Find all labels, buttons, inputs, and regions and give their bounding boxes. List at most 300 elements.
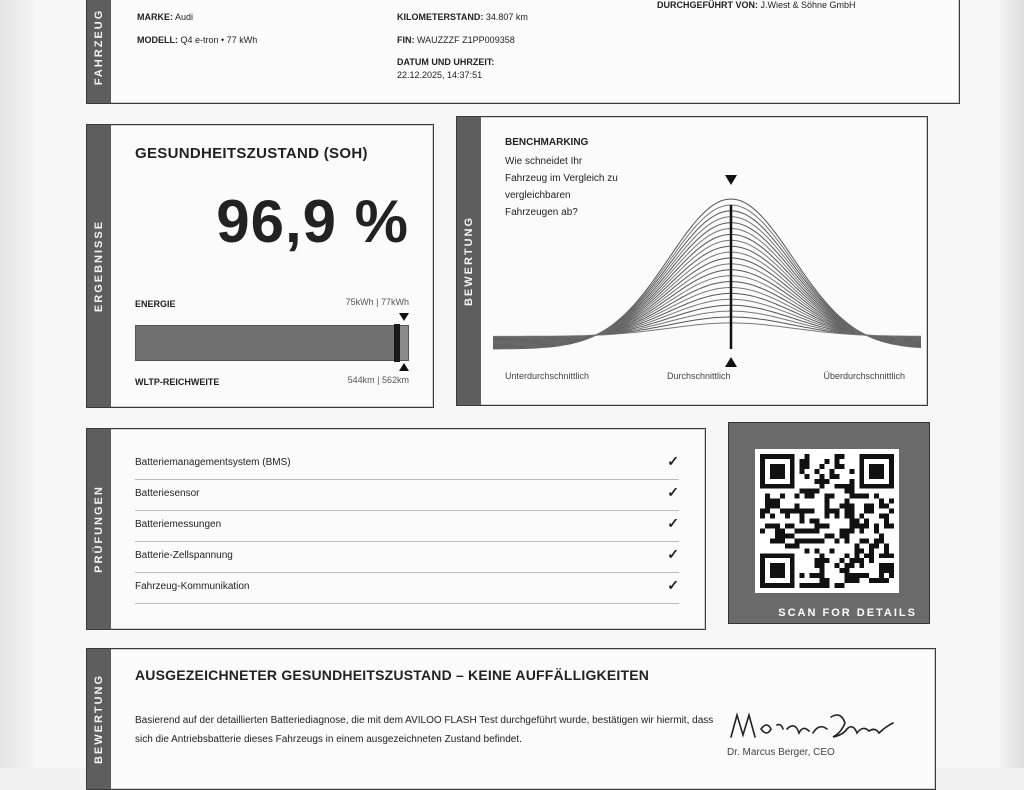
qr-module bbox=[849, 514, 854, 519]
qr-module bbox=[815, 528, 820, 533]
qr-module bbox=[844, 484, 849, 489]
check-label: Batteriesensor bbox=[135, 488, 200, 499]
benchmark-desc-line: Fahrzeugen ab? bbox=[505, 207, 578, 218]
qr-module bbox=[795, 528, 800, 533]
qr-module bbox=[869, 509, 874, 514]
conclusion-section bbox=[86, 648, 936, 790]
qr-module bbox=[815, 519, 820, 524]
qr-module bbox=[879, 563, 884, 568]
qr-module bbox=[884, 523, 889, 528]
qr-module bbox=[844, 528, 849, 533]
qr-module bbox=[810, 509, 815, 514]
qr-module bbox=[869, 543, 874, 548]
qr-module bbox=[859, 538, 864, 543]
check-row bbox=[135, 542, 679, 573]
qr-module bbox=[815, 573, 820, 578]
qr-module bbox=[825, 459, 830, 464]
qr-module bbox=[844, 504, 849, 509]
qr-module bbox=[869, 558, 874, 563]
qr-module bbox=[805, 583, 810, 588]
qr-module bbox=[849, 509, 854, 514]
qr-module bbox=[805, 474, 810, 479]
qr-module bbox=[834, 454, 839, 459]
results-tab-label: ERGEBNISSE bbox=[93, 219, 105, 313]
vehicle-col-3 bbox=[657, 0, 917, 13]
qr-module bbox=[869, 578, 874, 583]
fin-value: WAUZZZF Z1PP009358 bbox=[417, 35, 515, 45]
qr-module bbox=[825, 578, 830, 583]
bell-curve-line bbox=[493, 235, 921, 346]
qr-module bbox=[780, 494, 785, 499]
qr-module bbox=[820, 484, 825, 489]
axis-label-above: Überdurchschnittlich bbox=[823, 371, 905, 381]
qr-module bbox=[884, 563, 889, 568]
benchmark-desc-line: Wie schneidet Ihr bbox=[505, 156, 583, 167]
qr-module bbox=[834, 583, 839, 588]
bell-curve-lines bbox=[493, 199, 921, 349]
qr-finder-module bbox=[770, 464, 785, 479]
qr-module bbox=[795, 538, 800, 543]
qr-module bbox=[854, 519, 859, 524]
qr-module bbox=[825, 583, 830, 588]
qr-module bbox=[884, 568, 889, 573]
qr-module bbox=[810, 573, 815, 578]
qr-module bbox=[790, 523, 795, 528]
reichweite-value: 544km | 562km bbox=[347, 375, 409, 385]
qr-module bbox=[849, 484, 854, 489]
qr-module bbox=[879, 538, 884, 543]
check-label: Batteriemessungen bbox=[135, 519, 222, 530]
qr-module bbox=[820, 568, 825, 573]
qr-module bbox=[785, 523, 790, 528]
qr-module bbox=[780, 538, 785, 543]
qr-module bbox=[864, 523, 869, 528]
qr-code-icon[interactable] bbox=[755, 449, 899, 593]
checks-tab-label: PRÜFUNGEN bbox=[93, 485, 105, 573]
qr-module bbox=[849, 469, 854, 474]
qr-module bbox=[805, 454, 810, 459]
modell-value: Q4 e-tron • 77 kWh bbox=[180, 35, 258, 45]
qr-module bbox=[765, 509, 770, 514]
qr-module bbox=[815, 548, 820, 553]
conclusion-text: Basierend auf der detaillierten Batteriediagnose, die mit dem AVILOO FLASH Test durchgeführt wurde, bestätigen wir hiermit, dass sich die Antriebsbatterie dieses Fahrzeugs in einem ausgezeichneten Zustand befindet. bbox=[135, 715, 714, 745]
qr-module bbox=[849, 563, 854, 568]
bell-curve-line bbox=[493, 240, 921, 344]
bell-curve-graphic bbox=[493, 157, 923, 367]
qr-module bbox=[834, 509, 839, 514]
qr-module bbox=[785, 514, 790, 519]
qr-module bbox=[854, 573, 859, 578]
benchmark-tab bbox=[457, 117, 481, 405]
qr-module bbox=[884, 519, 889, 524]
qr-module bbox=[839, 533, 844, 538]
qr-module bbox=[834, 464, 839, 469]
qr-module bbox=[849, 479, 854, 484]
qr-module bbox=[844, 578, 849, 583]
qr-module bbox=[849, 573, 854, 578]
qr-module bbox=[800, 464, 805, 469]
qr-module bbox=[844, 533, 849, 538]
check-row bbox=[135, 573, 679, 604]
qr-module bbox=[874, 528, 879, 533]
qr-module bbox=[810, 494, 815, 499]
qr-module bbox=[765, 504, 770, 509]
qr-module bbox=[879, 514, 884, 519]
qr-module bbox=[770, 538, 775, 543]
vehicle-col-1 bbox=[137, 6, 257, 52]
qr-module bbox=[834, 538, 839, 543]
qr-module bbox=[825, 533, 830, 538]
qr-module bbox=[810, 489, 815, 494]
qr-module bbox=[889, 568, 894, 573]
qr-module bbox=[864, 494, 869, 499]
qr-module bbox=[869, 548, 874, 553]
km-label: KILOMETERSTAND: bbox=[397, 12, 484, 22]
check-icon: ✓ bbox=[667, 484, 679, 500]
qr-module bbox=[844, 563, 849, 568]
qr-module bbox=[884, 543, 889, 548]
average-top-marker-icon bbox=[725, 175, 737, 185]
qr-module bbox=[810, 538, 815, 543]
durchgefuehrt-value: J.Wiest & Söhne GmbH bbox=[760, 0, 856, 10]
qr-module bbox=[805, 528, 810, 533]
qr-module bbox=[879, 533, 884, 538]
qr-module bbox=[760, 509, 765, 514]
qr-module bbox=[825, 479, 830, 484]
qr-module bbox=[775, 523, 780, 528]
qr-module bbox=[849, 494, 854, 499]
check-row bbox=[135, 511, 679, 542]
qr-module bbox=[820, 464, 825, 469]
qr-module bbox=[859, 528, 864, 533]
qr-module bbox=[839, 528, 844, 533]
qr-module bbox=[854, 494, 859, 499]
qr-module bbox=[815, 523, 820, 528]
qr-module bbox=[795, 494, 800, 499]
qr-module bbox=[800, 573, 805, 578]
qr-module bbox=[760, 514, 765, 519]
qr-module bbox=[849, 504, 854, 509]
qr-module bbox=[859, 523, 864, 528]
qr-module bbox=[820, 558, 825, 563]
qr-module bbox=[844, 568, 849, 573]
marke-label: MARKE: bbox=[137, 12, 173, 22]
datum-label: DATUM UND UHRZEIT: bbox=[397, 57, 495, 67]
qr-module bbox=[879, 553, 884, 558]
qr-module bbox=[800, 583, 805, 588]
qr-module bbox=[800, 469, 805, 474]
page-shadow-right bbox=[1000, 0, 1024, 768]
qr-module bbox=[815, 479, 820, 484]
certificate-page bbox=[34, 0, 1000, 768]
average-bottom-marker-icon bbox=[725, 357, 737, 367]
qr-module bbox=[829, 548, 834, 553]
qr-module bbox=[834, 474, 839, 479]
qr-module bbox=[864, 573, 869, 578]
qr-module bbox=[869, 553, 874, 558]
qr-module bbox=[820, 479, 825, 484]
results-tab bbox=[87, 125, 111, 407]
qr-module bbox=[815, 469, 820, 474]
qr-module bbox=[795, 509, 800, 514]
qr-module bbox=[815, 583, 820, 588]
qr-module bbox=[825, 494, 830, 499]
qr-module bbox=[884, 504, 889, 509]
qr-module bbox=[844, 499, 849, 504]
qr-module bbox=[825, 509, 830, 514]
qr-module bbox=[849, 489, 854, 494]
benchmark-desc-line: vergleichbaren bbox=[505, 190, 571, 201]
qr-module bbox=[849, 578, 854, 583]
qr-module bbox=[849, 528, 854, 533]
conclusion-tab-label: BEWERTUNG bbox=[93, 673, 105, 765]
qr-module bbox=[879, 568, 884, 573]
qr-module bbox=[820, 573, 825, 578]
qr-module bbox=[820, 553, 825, 558]
qr-module bbox=[790, 533, 795, 538]
qr-module bbox=[859, 563, 864, 568]
qr-module bbox=[864, 504, 869, 509]
qr-module bbox=[825, 499, 830, 504]
qr-module bbox=[770, 523, 775, 528]
qr-module bbox=[770, 514, 775, 519]
qr-module bbox=[844, 514, 849, 519]
soh-value: 96,9 % bbox=[216, 188, 409, 255]
qr-module bbox=[800, 538, 805, 543]
check-icon: ✓ bbox=[667, 577, 679, 593]
signature-name: Dr. Marcus Berger, CEO bbox=[727, 747, 835, 758]
qr-module bbox=[805, 548, 810, 553]
soh-bar bbox=[135, 325, 409, 361]
qr-module bbox=[889, 573, 894, 578]
qr-module bbox=[765, 499, 770, 504]
qr-module bbox=[864, 519, 869, 524]
qr-module bbox=[810, 519, 815, 524]
qr-module bbox=[874, 523, 879, 528]
qr-module bbox=[829, 533, 834, 538]
soh-bar-fill bbox=[136, 326, 400, 360]
qr-module bbox=[765, 494, 770, 499]
vehicle-tab bbox=[87, 0, 111, 103]
qr-module bbox=[889, 509, 894, 514]
qr-module bbox=[805, 489, 810, 494]
qr-module bbox=[775, 538, 780, 543]
qr-module bbox=[854, 523, 859, 528]
qr-module bbox=[780, 533, 785, 538]
qr-finder-module bbox=[770, 563, 785, 578]
energie-label: ENERGIE bbox=[135, 299, 176, 309]
qr-module bbox=[844, 538, 849, 543]
conclusion-title: AUSGEZEICHNETER GESUNDHEITSZUSTAND – KEINE AUFFÄLLIGKEITEN bbox=[135, 667, 650, 683]
check-icon: ✓ bbox=[667, 546, 679, 562]
qr-module bbox=[874, 538, 879, 543]
qr-module bbox=[825, 504, 830, 509]
qr-finder-module bbox=[869, 464, 884, 479]
axis-label-below: Unterdurchschnittlich bbox=[505, 371, 590, 381]
qr-module bbox=[800, 519, 805, 524]
qr-module bbox=[874, 578, 879, 583]
qr-module bbox=[834, 514, 839, 519]
energie-value: 75kWh | 77kWh bbox=[345, 297, 409, 307]
qr-module bbox=[770, 499, 775, 504]
qr-module bbox=[859, 494, 864, 499]
qr-module bbox=[839, 558, 844, 563]
qr-module bbox=[864, 509, 869, 514]
qr-module bbox=[820, 538, 825, 543]
bar-bottom-marker-icon bbox=[399, 363, 409, 371]
qr-module bbox=[785, 533, 790, 538]
qr-module bbox=[884, 514, 889, 519]
qr-module bbox=[889, 563, 894, 568]
qr-module bbox=[874, 543, 879, 548]
qr-module bbox=[790, 509, 795, 514]
qr-module bbox=[844, 553, 849, 558]
qr-module bbox=[780, 528, 785, 533]
qr-module bbox=[839, 484, 844, 489]
bell-curve-line bbox=[493, 317, 921, 337]
qr-module bbox=[775, 528, 780, 533]
qr-module bbox=[879, 504, 884, 509]
qr-panel[interactable] bbox=[728, 422, 930, 624]
qr-module bbox=[854, 553, 859, 558]
qr-module bbox=[805, 538, 810, 543]
qr-module bbox=[859, 548, 864, 553]
qr-module bbox=[785, 543, 790, 548]
modell-label: MODELL: bbox=[137, 35, 178, 45]
qr-module bbox=[864, 553, 869, 558]
qr-module bbox=[879, 573, 884, 578]
qr-module bbox=[879, 578, 884, 583]
qr-module bbox=[864, 538, 869, 543]
signature-image bbox=[727, 707, 907, 747]
qr-module bbox=[800, 509, 805, 514]
benchmark-desc-line: Fahrzeug im Vergleich zu bbox=[505, 173, 618, 184]
qr-module bbox=[874, 494, 879, 499]
reichweite-label: WLTP-REICHWEITE bbox=[135, 377, 220, 387]
qr-module bbox=[805, 459, 810, 464]
datum-value: 22.12.2025, 14:37:51 bbox=[397, 70, 483, 80]
benchmark-tab-label: BEWERTUNG bbox=[463, 215, 475, 307]
qr-module bbox=[854, 558, 859, 563]
qr-module bbox=[844, 489, 849, 494]
qr-module bbox=[879, 499, 884, 504]
qr-module bbox=[849, 558, 854, 563]
qr-module bbox=[820, 563, 825, 568]
qr-module bbox=[844, 573, 849, 578]
qr-module bbox=[839, 583, 844, 588]
qr-module bbox=[795, 543, 800, 548]
check-label: Batterie-Zellspannung bbox=[135, 550, 233, 561]
qr-module bbox=[825, 558, 830, 563]
soh-bar-marker bbox=[394, 324, 400, 362]
benchmark-section bbox=[456, 116, 928, 406]
qr-module bbox=[780, 509, 785, 514]
qr-module bbox=[859, 514, 864, 519]
qr-module bbox=[760, 528, 765, 533]
check-row bbox=[135, 449, 679, 480]
bar-top-marker-icon bbox=[399, 313, 409, 321]
qr-module bbox=[820, 523, 825, 528]
qr-module bbox=[775, 533, 780, 538]
qr-module bbox=[889, 553, 894, 558]
km-value: 34.807 km bbox=[485, 12, 528, 22]
qr-module bbox=[829, 474, 834, 479]
axis-label-average: Durchschnittlich bbox=[667, 371, 731, 381]
qr-module bbox=[889, 523, 894, 528]
qr-module bbox=[800, 489, 805, 494]
qr-module bbox=[805, 509, 810, 514]
check-label: Batteriemanagementsystem (BMS) bbox=[135, 457, 291, 468]
qr-module bbox=[829, 494, 834, 499]
qr-module bbox=[810, 528, 815, 533]
check-label: Fahrzeug-Kommunikation bbox=[135, 581, 250, 592]
qr-module bbox=[825, 514, 830, 519]
qr-module bbox=[854, 543, 859, 548]
qr-module bbox=[859, 573, 864, 578]
fin-label: FIN: bbox=[397, 35, 415, 45]
soh-title: GESUNDHEITSZUSTAND (SOH) bbox=[135, 145, 368, 162]
qr-module bbox=[834, 484, 839, 489]
qr-module bbox=[834, 563, 839, 568]
qr-module bbox=[839, 454, 844, 459]
qr-module bbox=[829, 509, 834, 514]
check-icon: ✓ bbox=[667, 453, 679, 469]
durchgefuehrt-label: DURCHGEFÜHRT VON: bbox=[657, 0, 758, 10]
qr-module bbox=[859, 558, 864, 563]
qr-module bbox=[834, 459, 839, 464]
qr-module bbox=[844, 509, 849, 514]
checks-section bbox=[86, 428, 706, 630]
qr-module bbox=[825, 523, 830, 528]
qr-module bbox=[800, 528, 805, 533]
qr-module bbox=[884, 548, 889, 553]
qr-module bbox=[820, 583, 825, 588]
qr-module bbox=[765, 523, 770, 528]
qr-module bbox=[829, 469, 834, 474]
qr-module bbox=[849, 523, 854, 528]
vehicle-tab-label: FAHRZEUG bbox=[93, 8, 105, 86]
qr-module bbox=[815, 538, 820, 543]
qr-module bbox=[839, 568, 844, 573]
bell-curve-line bbox=[493, 223, 921, 347]
results-section bbox=[86, 124, 434, 408]
check-row bbox=[135, 480, 679, 511]
qr-module bbox=[854, 548, 859, 553]
qr-module bbox=[800, 514, 805, 519]
marke-value: Audi bbox=[175, 12, 194, 22]
qr-module bbox=[849, 519, 854, 524]
qr-module bbox=[884, 553, 889, 558]
conclusion-tab bbox=[87, 649, 111, 789]
qr-module bbox=[820, 578, 825, 583]
qr-module bbox=[775, 499, 780, 504]
benchmark-title: BENCHMARKING bbox=[505, 137, 589, 148]
qr-module bbox=[805, 494, 810, 499]
qr-module bbox=[884, 578, 889, 583]
vehicle-section bbox=[86, 0, 960, 104]
bell-curve-line bbox=[493, 199, 921, 349]
qr-module bbox=[790, 543, 795, 548]
scan-for-details-label: SCAN FOR DETAILS bbox=[778, 607, 917, 619]
qr-module bbox=[795, 504, 800, 509]
qr-module bbox=[839, 504, 844, 509]
check-icon: ✓ bbox=[667, 515, 679, 531]
qr-module bbox=[815, 558, 820, 563]
qr-module bbox=[839, 464, 844, 469]
vehicle-col-2 bbox=[397, 6, 597, 82]
qr-module bbox=[889, 499, 894, 504]
qr-module bbox=[785, 509, 790, 514]
